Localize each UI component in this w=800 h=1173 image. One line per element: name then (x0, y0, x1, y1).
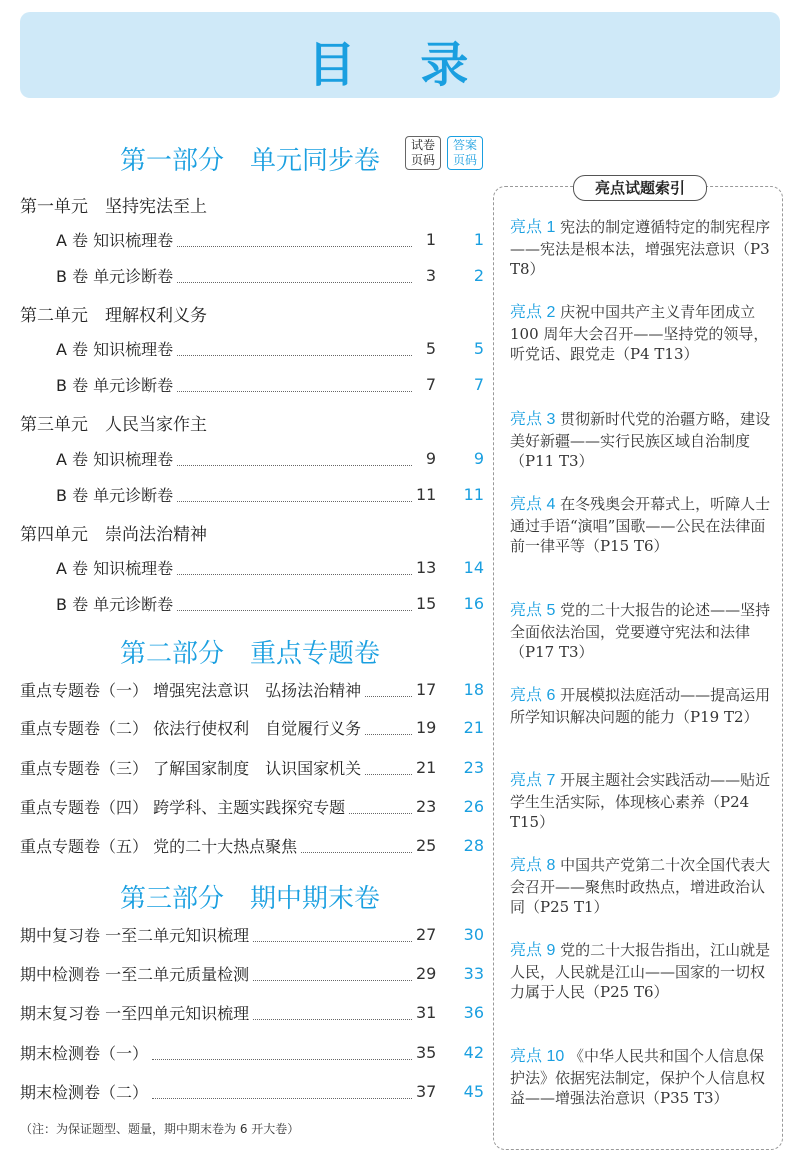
title-banner (20, 12, 780, 98)
toc-row[interactable]: 期中检测卷 一至二单元质量检测 29 33 (20, 963, 484, 984)
highlights-heading: 亮点试题索引 (573, 175, 707, 201)
highlight-item[interactable]: 亮点 10 《中华人民共和国个人信息保护法》依据宪法制定，保护个人信息权益——增强法治意识（P35 T3） (510, 1047, 766, 1107)
toc-row[interactable]: A 卷 知识梳理卷 13 14 (56, 557, 484, 578)
unit-title-1: 第一单元 坚持宪法至上 (20, 197, 207, 217)
toc-row[interactable]: A 卷 知识梳理卷 1 1 (56, 229, 484, 250)
highlight-item[interactable]: 亮点 4 在冬残奥会开幕式上，听障人士通过手语“演唱”国歌——公民在法律面前一律平等（P15 T6） (510, 495, 771, 555)
toc-row[interactable]: 重点专题卷（三） 了解国家制度 认识国家机关 21 23 (20, 757, 484, 778)
toc-row[interactable]: 重点专题卷（五） 党的二十大热点聚焦 25 28 (20, 835, 484, 856)
highlight-item[interactable]: 亮点 3 贯彻新时代党的治疆方略，建设美好新疆——实行民族区域自治制度（P11 T3） (510, 410, 771, 470)
highlight-item[interactable]: 亮点 9 党的二十大报告指出，江山就是人民，人民就是江山——国家的一切权力属于人民（P25 T6） (510, 941, 771, 1001)
unit-title-4: 第四单元 崇尚法治精神 (20, 525, 207, 545)
toc-row[interactable]: B 卷 单元诊断卷 3 2 (56, 265, 484, 286)
page-title: 目 录 (307, 37, 493, 93)
highlight-item[interactable]: 亮点 6 开展模拟法庭活动——提高运用所学知识解决问题的能力（P19 T2） (510, 686, 771, 726)
toc-row[interactable]: B 卷 单元诊断卷 7 7 (56, 374, 484, 395)
toc-row[interactable]: 期末复习卷 一至四单元知识梳理 31 36 (20, 1002, 484, 1023)
footnote: （注：为保证题型、题量，期中期末卷为 6 开大卷） (20, 1122, 300, 1136)
toc-row[interactable]: B 卷 单元诊断卷 11 11 (56, 484, 484, 505)
unit-title-3: 第三单元 人民当家作主 (20, 415, 207, 435)
toc-row[interactable]: A 卷 知识梳理卷 9 9 (56, 448, 484, 469)
toc-row[interactable]: 重点专题卷（二） 依法行使权利 自觉履行义务 19 21 (20, 717, 484, 738)
highlight-item[interactable]: 亮点 8 中国共产党第二十次全国代表大会召开——聚焦时政热点，增进政治认同（P25 T1） (510, 856, 771, 916)
highlight-item[interactable]: 亮点 7 开展主题社会实践活动——贴近学生生活实际，体现核心素养（P24 T15） (510, 771, 771, 831)
toc-row[interactable]: 期末检测卷（二） 37 45 (20, 1081, 484, 1102)
paper-page-badge: 试卷 页码 (405, 136, 441, 170)
toc-row[interactable]: 重点专题卷（一） 增强宪法意识 弘扬法治精神 17 18 (20, 679, 484, 700)
toc-row[interactable]: A 卷 知识梳理卷 5 5 (56, 338, 484, 359)
highlight-item[interactable]: 亮点 5 党的二十大报告的论述——坚持全面依法治国，党要遵守宪法和法律（P17 T3） (510, 601, 771, 661)
answer-page-badge: 答案 页码 (447, 136, 483, 170)
toc-row[interactable]: 期中复习卷 一至二单元知识梳理 27 30 (20, 924, 484, 945)
highlight-item[interactable]: 亮点 1 宪法的制定遵循特定的制宪程序——宪法是根本法，增强宪法意识（P3 T8） (510, 218, 771, 278)
toc-row[interactable]: B 卷 单元诊断卷 15 16 (56, 593, 484, 614)
toc-row[interactable]: 期末检测卷（一） 35 42 (20, 1042, 484, 1063)
toc-row[interactable]: 重点专题卷（四） 跨学科、主题实践探究专题 23 26 (20, 796, 484, 817)
part-heading-1: 第一部分 单元同步卷 (119, 146, 380, 176)
highlight-item[interactable]: 亮点 2 庆祝中国共产主义青年团成立 100 周年大会召开——坚持党的领导，听党话、跟党走（P4 T13） (510, 303, 769, 363)
unit-title-2: 第二单元 理解权利义务 (20, 306, 207, 326)
part-heading-2: 第二部分 重点专题卷 (119, 639, 380, 669)
part-heading-3: 第三部分 期中期末卷 (119, 884, 380, 914)
